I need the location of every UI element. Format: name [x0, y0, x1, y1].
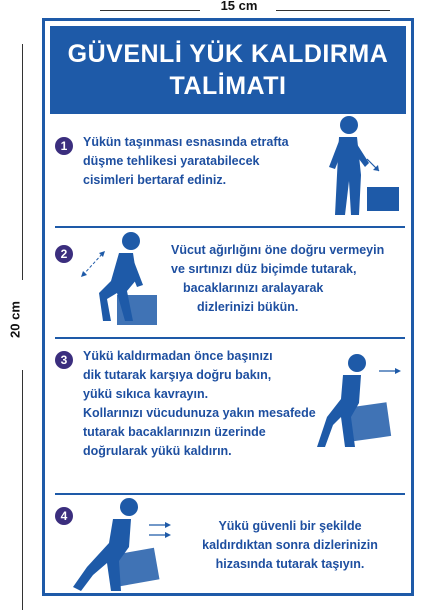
safety-sign [42, 18, 414, 596]
step-4-number: 4 [55, 507, 73, 525]
step-2-line: ve sırtınızı düz biçimde tutarak, [171, 262, 357, 276]
step-separator [55, 226, 405, 228]
step-2-line: bacaklarınızı aralayarak [183, 281, 324, 295]
person-clearing-area-icon [309, 115, 407, 221]
sign-title [50, 26, 406, 114]
step-2-text [171, 241, 384, 317]
step-1-text [83, 133, 289, 190]
step-3-line: dik tutarak karşıya doğru bakın, [83, 368, 272, 382]
sign-title-line2: TALİMATI [169, 72, 287, 100]
step-4-text [181, 517, 399, 574]
height-dimension-label: 20 cm [7, 301, 23, 338]
person-lifting-box-icon [311, 351, 407, 451]
person-squatting-icon [71, 229, 169, 329]
sign-title-line1: GÜVENLİ YÜK KALDIRMA [67, 40, 389, 68]
step-3-line: Kollarınızı vücudunuza yakın mesafede [83, 406, 316, 420]
step-4-line: kaldırdıktan sonra dizlerinizin [202, 538, 378, 552]
step-2-line: dizlerinizi bükün. [197, 300, 299, 314]
step-2-line: Vücut ağırlığını öne doğru vermeyin [171, 243, 385, 257]
step-1-line: cisimleri bertaraf ediniz. [83, 173, 227, 187]
step-3-line: yükü sıkıca kavrayın. [83, 387, 209, 401]
step-2-number: 2 [55, 245, 73, 263]
person-carrying-box-icon [69, 495, 179, 595]
step-3-line: doğrularak yükü kaldırın. [83, 444, 232, 458]
step-1-number: 1 [55, 137, 73, 155]
step-1-line: düşme tehlikesi yaratabilecek [83, 154, 260, 168]
step-3-number: 3 [55, 351, 73, 369]
width-dimension-label: 15 cm [220, 0, 258, 13]
width-dimension [100, 0, 390, 14]
step-separator [55, 337, 405, 339]
height-dimension [0, 30, 32, 590]
step-4-line: Yükü güvenli bir şekilde [218, 519, 362, 533]
step-3-text [83, 347, 316, 461]
step-3-line: Yükü kaldırmadan önce başınızı [83, 349, 273, 363]
step-3-line: tutarak bacaklarınızın üzerinde [83, 425, 266, 439]
step-4-line: hizasında tutarak taşıyın. [215, 557, 365, 571]
step-1-line: Yükün taşınması esnasında etrafta [83, 135, 289, 149]
